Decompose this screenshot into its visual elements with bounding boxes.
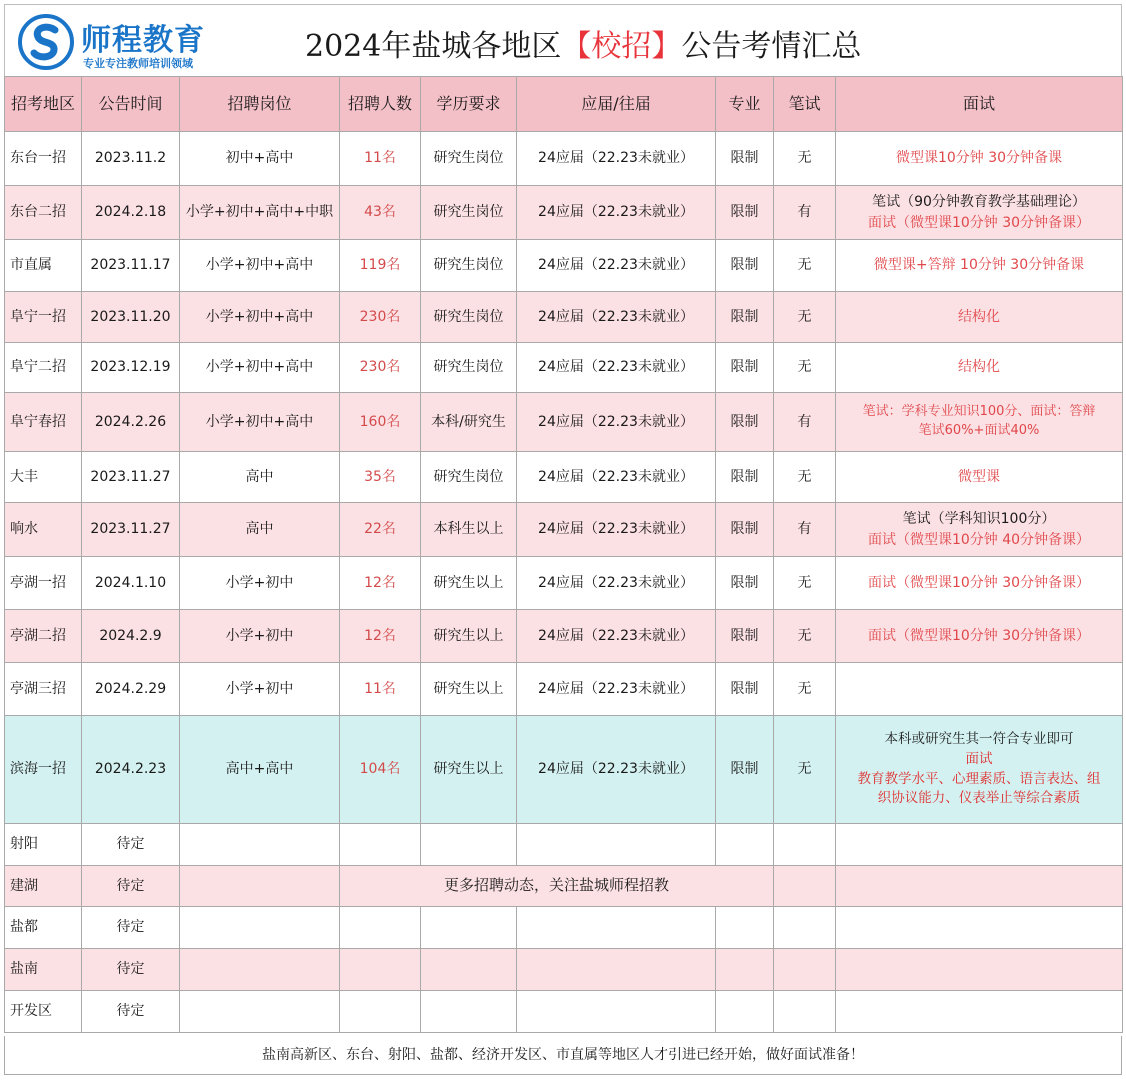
- table-row: [5, 716, 1123, 824]
- position-cell: 高中: [180, 452, 340, 503]
- empty-cell: [774, 907, 836, 949]
- interview-line: 结构化: [958, 308, 1000, 325]
- empty-cell: [774, 824, 836, 866]
- table-body: [5, 132, 1123, 1033]
- region-cell: 东台一招: [5, 132, 82, 186]
- date-cell: 2023.11.17: [82, 240, 180, 292]
- written-cell: 无: [774, 716, 836, 824]
- written-cell: 无: [774, 132, 836, 186]
- region-cell: 亭湖一招: [5, 557, 82, 610]
- position-cell: 小学+初中: [180, 610, 340, 663]
- empty-cell: [836, 907, 1123, 949]
- empty-cell: [421, 907, 517, 949]
- date-cell: 2023.11.2: [82, 132, 180, 186]
- empty-cell: [774, 949, 836, 991]
- logo-tagline: 专业专注教师培训领域: [83, 57, 193, 70]
- empty-cell: [517, 949, 716, 991]
- header-cell: 公告时间: [82, 77, 180, 132]
- region-cell: 滨海一招: [5, 716, 82, 824]
- graduate-cell: 24应届（22.23未就业）: [517, 186, 716, 240]
- region-cell: 阜宁春招: [5, 393, 82, 452]
- table-row: [5, 343, 1123, 393]
- empty-cell: [774, 991, 836, 1033]
- table-row-pending: [5, 949, 1123, 991]
- date-cell: 待定: [82, 866, 180, 907]
- interview-line: 笔试60%+面试40%: [918, 423, 1040, 438]
- header-cell: 专业: [716, 77, 774, 132]
- position-cell: 小学+初中+高中: [180, 393, 340, 452]
- date-cell: 2024.2.23: [82, 716, 180, 824]
- region-cell: 阜宁一招: [5, 292, 82, 343]
- major-cell: 限制: [716, 292, 774, 343]
- count-cell: 12名: [340, 557, 421, 610]
- header-cell: 招聘岗位: [180, 77, 340, 132]
- date-cell: 2023.11.20: [82, 292, 180, 343]
- count-cell: 22名: [340, 503, 421, 557]
- graduate-cell: 24应届（22.23未就业）: [517, 393, 716, 452]
- interview-line: 面试（微型课10分钟 40分钟备课）: [867, 531, 1091, 548]
- date-cell: 2024.2.9: [82, 610, 180, 663]
- date-cell: 待定: [82, 907, 180, 949]
- empty-cell: [517, 991, 716, 1033]
- education-cell: 研究生以上: [421, 610, 517, 663]
- education-cell: 本科/研究生: [421, 393, 517, 452]
- major-cell: 限制: [716, 343, 774, 393]
- interview-cell: [836, 186, 1123, 240]
- date-cell: 待定: [82, 824, 180, 866]
- education-cell: 本科生以上: [421, 503, 517, 557]
- written-cell: 无: [774, 663, 836, 716]
- count-cell: 104名: [340, 716, 421, 824]
- written-cell: 无: [774, 292, 836, 343]
- count-cell: 230名: [340, 343, 421, 393]
- region-cell: 响水: [5, 503, 82, 557]
- interview-line: 织协议能力、仪表举止等综合素质: [877, 790, 1081, 807]
- table-row-pending: [5, 991, 1123, 1033]
- empty-cell: [421, 949, 517, 991]
- interview-cell: [836, 716, 1123, 824]
- footer-note: 盐南高新区、东台、射阳、盐都、经济开发区、市直属等地区人才引进已经开始，做好面试准备！: [4, 1036, 1122, 1075]
- major-cell: 限制: [716, 610, 774, 663]
- education-cell: 研究生岗位: [421, 292, 517, 343]
- header: [4, 4, 1122, 77]
- graduate-cell: 24应届（22.23未就业）: [517, 292, 716, 343]
- major-cell: 限制: [716, 716, 774, 824]
- date-cell: 2024.2.29: [82, 663, 180, 716]
- interview-cell: [836, 663, 1123, 716]
- major-cell: 限制: [716, 186, 774, 240]
- position-cell: 初中+高中: [180, 132, 340, 186]
- graduate-cell: 24应届（22.23未就业）: [517, 557, 716, 610]
- interview-cell: [836, 503, 1123, 557]
- interview-cell: [836, 240, 1123, 292]
- interview-line: 结构化: [958, 359, 1000, 376]
- empty-cell: [180, 824, 340, 866]
- empty-cell: [340, 824, 421, 866]
- header-cell: 招聘人数: [340, 77, 421, 132]
- interview-line: 笔试：学科专业知识100分、面试：答辩: [862, 404, 1096, 420]
- header-cell: 笔试: [774, 77, 836, 132]
- table-header-row: [5, 77, 1123, 132]
- position-cell: 小学+初中: [180, 557, 340, 610]
- table-row: [5, 557, 1123, 610]
- count-cell: 11名: [340, 132, 421, 186]
- table-row: [5, 132, 1123, 186]
- graduate-cell: 24应届（22.23未就业）: [517, 132, 716, 186]
- table-row: [5, 292, 1123, 343]
- empty-cell: [836, 866, 1123, 907]
- graduate-cell: 24应届（22.23未就业）: [517, 452, 716, 503]
- logo-name: 师程教育: [81, 23, 205, 58]
- region-cell: 阜宁二招: [5, 343, 82, 393]
- empty-cell: [340, 949, 421, 991]
- region-cell: 建湖: [5, 866, 82, 907]
- region-cell: 市直属: [5, 240, 82, 292]
- count-cell: 230名: [340, 292, 421, 343]
- empty-cell: [836, 991, 1123, 1033]
- region-cell: 亭湖二招: [5, 610, 82, 663]
- interview-line: 教育教学水平、心理素质、语言表达、组: [857, 770, 1101, 787]
- empty-cell: [517, 824, 716, 866]
- graduate-cell: 24应届（22.23未就业）: [517, 610, 716, 663]
- page-title: [305, 21, 861, 65]
- table-row-pending: [5, 824, 1123, 866]
- position-cell: 小学+初中+高中: [180, 292, 340, 343]
- empty-cell: [517, 907, 716, 949]
- interview-cell: [836, 452, 1123, 503]
- education-cell: 研究生岗位: [421, 240, 517, 292]
- major-cell: 限制: [716, 503, 774, 557]
- empty-cell: [836, 824, 1123, 866]
- interview-cell: [836, 132, 1123, 186]
- interview-cell: [836, 292, 1123, 343]
- written-cell: 无: [774, 610, 836, 663]
- logo-s-icon: [17, 13, 75, 71]
- date-cell: 2024.1.10: [82, 557, 180, 610]
- empty-cell: [836, 949, 1123, 991]
- education-cell: 研究生以上: [421, 716, 517, 824]
- empty-cell: [774, 866, 836, 907]
- empty-cell: [180, 866, 340, 907]
- table-row: [5, 186, 1123, 240]
- education-cell: 研究生以上: [421, 663, 517, 716]
- written-cell: 无: [774, 452, 836, 503]
- empty-cell: [421, 991, 517, 1033]
- education-cell: 研究生以上: [421, 557, 517, 610]
- major-cell: 限制: [716, 452, 774, 503]
- empty-cell: [716, 907, 774, 949]
- written-cell: 有: [774, 393, 836, 452]
- interview-cell: [836, 610, 1123, 663]
- empty-cell: [421, 824, 517, 866]
- major-cell: 限制: [716, 132, 774, 186]
- interview-line: 微型课: [958, 468, 1000, 485]
- region-cell: 东台二招: [5, 186, 82, 240]
- header-cell: 面试: [836, 77, 1123, 132]
- position-cell: 高中: [180, 503, 340, 557]
- interview-line: 微型课+答辩 10分钟 30分钟备课: [873, 257, 1085, 274]
- graduate-cell: 24应届（22.23未就业）: [517, 663, 716, 716]
- major-cell: 限制: [716, 663, 774, 716]
- title-highlight: 【校招】: [561, 29, 682, 64]
- major-cell: 限制: [716, 557, 774, 610]
- empty-cell: [716, 949, 774, 991]
- date-cell: 待定: [82, 949, 180, 991]
- header-cell: 应届/往届: [517, 77, 716, 132]
- interview-cell: [836, 393, 1123, 452]
- title-prefix: 2024年盐城各地区: [305, 29, 562, 64]
- empty-cell: [340, 907, 421, 949]
- interview-line: 本科或研究生其一符合专业即可: [884, 731, 1074, 748]
- interview-cell: [836, 557, 1123, 610]
- written-cell: 有: [774, 186, 836, 240]
- region-cell: 盐南: [5, 949, 82, 991]
- written-cell: 无: [774, 557, 836, 610]
- table-row-pending: [5, 866, 1123, 907]
- table-row: [5, 452, 1123, 503]
- page: [4, 4, 1122, 1076]
- major-cell: 限制: [716, 393, 774, 452]
- count-cell: 12名: [340, 610, 421, 663]
- education-cell: 研究生岗位: [421, 452, 517, 503]
- empty-cell: [716, 991, 774, 1033]
- header-cell: 招考地区: [5, 77, 82, 132]
- empty-cell: [340, 991, 421, 1033]
- header-cell: 学历要求: [421, 77, 517, 132]
- empty-cell: [180, 907, 340, 949]
- table-row-pending: [5, 907, 1123, 949]
- table-row: [5, 663, 1123, 716]
- education-cell: 研究生岗位: [421, 186, 517, 240]
- interview-line: 面试（微型课10分钟 30分钟备课）: [867, 574, 1091, 591]
- count-cell: 11名: [340, 663, 421, 716]
- major-cell: 限制: [716, 240, 774, 292]
- region-cell: 开发区: [5, 991, 82, 1033]
- position-cell: 小学+初中+高中: [180, 240, 340, 292]
- date-cell: 2023.11.27: [82, 452, 180, 503]
- position-cell: 小学+初中+高中: [180, 343, 340, 393]
- interview-line: 面试（微型课10分钟 30分钟备课）: [867, 214, 1091, 231]
- graduate-cell: 24应届（22.23未就业）: [517, 343, 716, 393]
- date-cell: 2024.2.18: [82, 186, 180, 240]
- graduate-cell: 24应届（22.23未就业）: [517, 240, 716, 292]
- count-cell: 119名: [340, 240, 421, 292]
- region-cell: 亭湖三招: [5, 663, 82, 716]
- position-cell: 小学+初中+高中+中职: [180, 186, 340, 240]
- region-cell: 盐都: [5, 907, 82, 949]
- count-cell: 35名: [340, 452, 421, 503]
- table-row: [5, 610, 1123, 663]
- graduate-cell: 24应届（22.23未就业）: [517, 716, 716, 824]
- empty-cell: [180, 949, 340, 991]
- date-cell: 2023.11.27: [82, 503, 180, 557]
- logo: [17, 11, 237, 73]
- position-cell: 小学+初中: [180, 663, 340, 716]
- region-cell: 射阳: [5, 824, 82, 866]
- interview-line: 笔试（学科知识100分）: [902, 511, 1056, 528]
- promo-text: 更多招聘动态，关注盐城师程招教: [340, 866, 774, 907]
- count-cell: 160名: [340, 393, 421, 452]
- interview-line: 面试: [965, 750, 993, 767]
- written-cell: 无: [774, 343, 836, 393]
- position-cell: 高中+高中: [180, 716, 340, 824]
- table-row: [5, 240, 1123, 292]
- empty-cell: [180, 991, 340, 1033]
- interview-line: 笔试（90分钟教育教学基础理论）: [872, 194, 1086, 211]
- written-cell: 有: [774, 503, 836, 557]
- education-cell: 研究生岗位: [421, 132, 517, 186]
- date-cell: 2023.12.19: [82, 343, 180, 393]
- interview-line: 面试（微型课10分钟 30分钟备课）: [867, 627, 1091, 644]
- graduate-cell: 24应届（22.23未就业）: [517, 503, 716, 557]
- interview-line: 微型课10分钟 30分钟备课: [895, 150, 1063, 167]
- date-cell: 2024.2.26: [82, 393, 180, 452]
- region-cell: 大丰: [5, 452, 82, 503]
- written-cell: 无: [774, 240, 836, 292]
- table-row: [5, 503, 1123, 557]
- table-row: [5, 393, 1123, 452]
- recruitment-table: [4, 76, 1123, 1033]
- date-cell: 待定: [82, 991, 180, 1033]
- title-suffix: 公告考情汇总: [681, 29, 862, 64]
- interview-cell: [836, 343, 1123, 393]
- education-cell: 研究生岗位: [421, 343, 517, 393]
- count-cell: 43名: [340, 186, 421, 240]
- empty-cell: [716, 824, 774, 866]
